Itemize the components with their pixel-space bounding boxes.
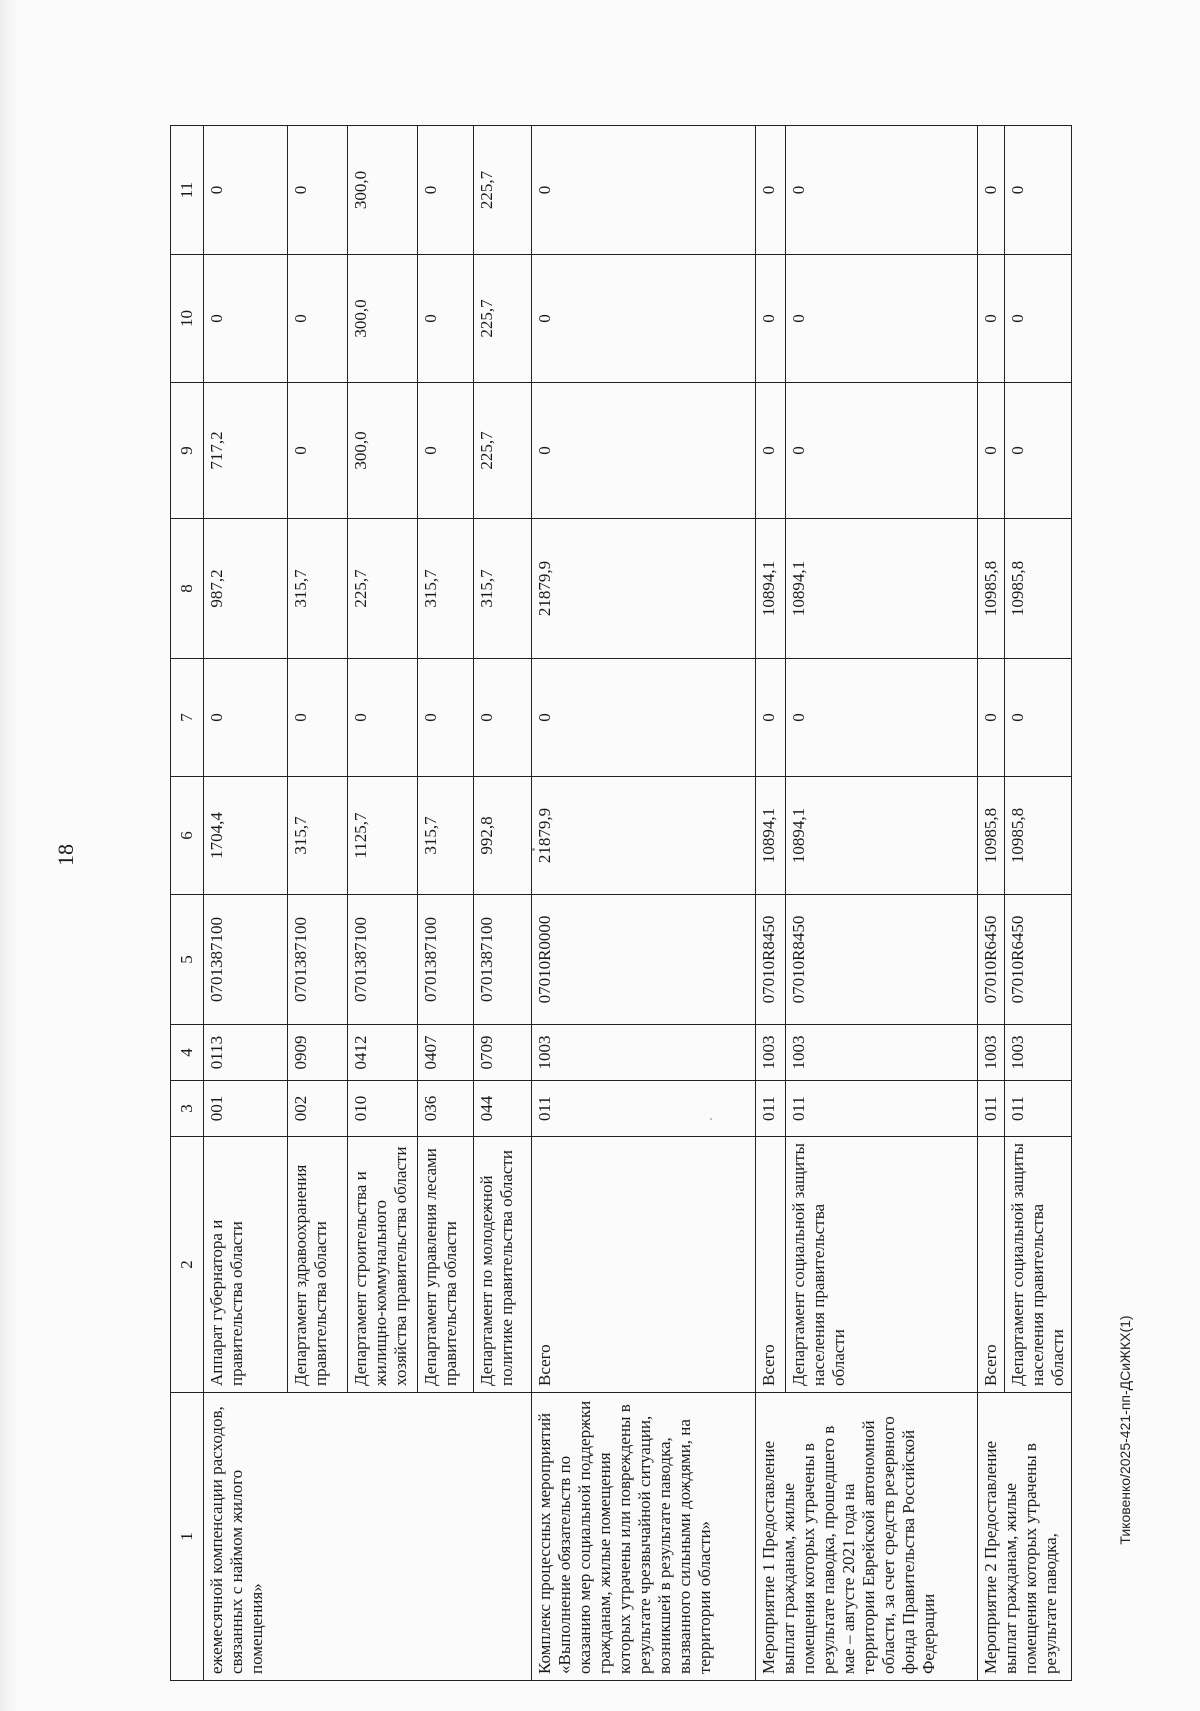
year-cell: 300,0 — [348, 126, 418, 255]
year-cell: 0 — [418, 383, 474, 519]
header-col-11: 11 — [171, 126, 204, 255]
year-cell: 0 — [786, 659, 978, 777]
program-cell: Мероприятие 2 Предоставление выплат гражданам, жилые помещения которых утрачены в результате паводка, — [978, 1393, 1072, 1681]
target-code-cell: 07010R0000 — [532, 895, 756, 1025]
year-cell: 225,7 — [348, 519, 418, 659]
year-cell: 10894,1 — [786, 519, 978, 659]
target-code-cell: 0701387100 — [348, 895, 418, 1025]
section-cell: 1003 — [532, 1025, 756, 1081]
year-cell: 225,7 — [474, 383, 532, 519]
grbs-cell: 001 — [204, 1081, 288, 1137]
year-cell: 0 — [474, 659, 532, 777]
total-cell: 315,7 — [418, 777, 474, 895]
year-cell: 0 — [204, 126, 288, 255]
header-row — [171, 126, 204, 1681]
year-cell: 300,0 — [348, 383, 418, 519]
section-cell: 0909 — [288, 1025, 348, 1081]
table-row — [978, 126, 1005, 1681]
budget-table — [170, 125, 1072, 1681]
rotated-table-wrapper — [170, 126, 1067, 1681]
target-code-cell: 07010R6450 — [978, 895, 1005, 1025]
table-row — [756, 126, 786, 1681]
year-cell: 0 — [288, 255, 348, 383]
header-col-6: 6 — [171, 777, 204, 895]
scan-speck — [710, 1118, 712, 1120]
program-cell: ежемесячной компенсации расходов, связанных с наймом жилого помещения» — [204, 1393, 532, 1681]
section-cell: 1003 — [1005, 1025, 1072, 1081]
year-cell: 0 — [418, 659, 474, 777]
year-cell: 315,7 — [418, 519, 474, 659]
section-cell: 0412 — [348, 1025, 418, 1081]
total-cell: 10985,8 — [978, 777, 1005, 895]
grbs-cell: 011 — [756, 1081, 786, 1137]
year-cell: 10985,8 — [1005, 519, 1072, 659]
target-code-cell: 07010R6450 — [1005, 895, 1072, 1025]
header-col-10: 10 — [171, 255, 204, 383]
responsible-cell: Аппарат губернатора и правительства области — [204, 1137, 288, 1393]
year-cell: 0 — [978, 383, 1005, 519]
year-cell: 225,7 — [474, 126, 532, 255]
total-cell: 10985,8 — [1005, 777, 1072, 895]
year-cell: 0 — [978, 659, 1005, 777]
table-row — [204, 126, 288, 1681]
year-cell: 0 — [786, 126, 978, 255]
document-footer-code: Тиковенко/2025-421-пп-ДСиЖКХ(1) — [1117, 1315, 1133, 1545]
total-cell: 992,8 — [474, 777, 532, 895]
target-code-cell: 0701387100 — [288, 895, 348, 1025]
target-code-cell: 07010R8450 — [786, 895, 978, 1025]
year-cell: 0 — [756, 659, 786, 777]
total-cell: 315,7 — [288, 777, 348, 895]
scan-speck — [532, 848, 535, 851]
grbs-cell: 002 — [288, 1081, 348, 1137]
year-cell: 315,7 — [474, 519, 532, 659]
year-cell: 0 — [786, 383, 978, 519]
year-cell: 0 — [418, 255, 474, 383]
program-cell: Мероприятие 1 Предоставление выплат гражданам, жилые помещения которых утрачены в результате паводка, прошедшего в мае – августе 2021 года на территории Еврейской автономной области, за счет средств резервного фонда Правительства Российской Федерации — [756, 1393, 978, 1681]
target-code-cell: 0701387100 — [474, 895, 532, 1025]
grbs-cell: 036 — [418, 1081, 474, 1137]
header-col-3: 3 — [171, 1081, 204, 1137]
section-cell: 1003 — [756, 1025, 786, 1081]
year-cell: 0 — [532, 659, 756, 777]
program-cell: Комплекс процессных мероприятий «Выполнение обязательств по оказанию мер социальной поддержки гражданам, жилые помещения которых утрачены или повреждены в результате чрезвычайной ситуации, возникшей в результате паводка, вызванного сильными дождями, на территории области» — [532, 1393, 756, 1681]
header-col-1: 1 — [171, 1393, 204, 1681]
grbs-cell: 044 — [474, 1081, 532, 1137]
target-code-cell: 0701387100 — [418, 895, 474, 1025]
header-col-4: 4 — [171, 1025, 204, 1081]
total-cell: 1704,4 — [204, 777, 288, 895]
header-col-9: 9 — [171, 383, 204, 519]
header-col-2: 2 — [171, 1137, 204, 1393]
year-cell: 0 — [418, 126, 474, 255]
target-code-cell: 07010R8450 — [756, 895, 786, 1025]
year-cell: 0 — [1005, 659, 1072, 777]
year-cell: 717,2 — [204, 383, 288, 519]
year-cell: 300,0 — [348, 255, 418, 383]
header-col-5: 5 — [171, 895, 204, 1025]
year-cell: 0 — [756, 126, 786, 255]
year-cell: 0 — [1005, 383, 1072, 519]
grbs-cell: 011 — [978, 1081, 1005, 1137]
year-cell: 315,7 — [288, 519, 348, 659]
responsible-cell: Департамент управления лесами правительства области — [418, 1137, 474, 1393]
year-cell: 0 — [1005, 255, 1072, 383]
year-cell: 0 — [756, 255, 786, 383]
section-cell: 0407 — [418, 1025, 474, 1081]
year-cell: 0 — [532, 255, 756, 383]
grbs-cell: 011 — [1005, 1081, 1072, 1137]
year-cell: 0 — [756, 383, 786, 519]
responsible-cell: Департамент социальной защиты населения правительства области — [1005, 1137, 1072, 1393]
year-cell: 0 — [1005, 126, 1072, 255]
table-row — [532, 126, 756, 1681]
year-cell: 21879,9 — [532, 519, 756, 659]
section-cell: 0113 — [204, 1025, 288, 1081]
year-cell: 0 — [288, 126, 348, 255]
responsible-cell: Департамент строительства и жилищно-коммунального хозяйства правительства области — [348, 1137, 418, 1393]
year-cell: 0 — [288, 383, 348, 519]
year-cell: 0 — [288, 659, 348, 777]
year-cell: 0 — [978, 126, 1005, 255]
section-cell: 0709 — [474, 1025, 532, 1081]
responsible-cell: Департамент социальной защиты населения правительства области — [786, 1137, 978, 1393]
year-cell: 10894,1 — [756, 519, 786, 659]
header-col-7: 7 — [171, 659, 204, 777]
responsible-cell: Всего — [532, 1137, 756, 1393]
year-cell: 0 — [532, 126, 756, 255]
grbs-cell: 011 — [786, 1081, 978, 1137]
total-cell: 10894,1 — [786, 777, 978, 895]
year-cell: 987,2 — [204, 519, 288, 659]
year-cell: 225,7 — [474, 255, 532, 383]
year-cell: 0 — [348, 659, 418, 777]
section-cell: 1003 — [786, 1025, 978, 1081]
responsible-cell: Департамент здравоохранения правительства области — [288, 1137, 348, 1393]
responsible-cell: Департамент по молодежной политике правительства области — [474, 1137, 532, 1393]
year-cell: 0 — [786, 255, 978, 383]
year-cell: 0 — [532, 383, 756, 519]
year-cell: 0 — [978, 255, 1005, 383]
grbs-cell: 010 — [348, 1081, 418, 1137]
grbs-cell: 011 — [532, 1081, 756, 1137]
header-col-8: 8 — [171, 519, 204, 659]
responsible-cell: Всего — [756, 1137, 786, 1393]
year-cell: 10985,8 — [978, 519, 1005, 659]
target-code-cell: 0701387100 — [204, 895, 288, 1025]
total-cell: 10894,1 — [756, 777, 786, 895]
year-cell: 0 — [204, 255, 288, 383]
section-cell: 1003 — [978, 1025, 1005, 1081]
page-number: 18 — [53, 844, 78, 866]
total-cell: 1125,7 — [348, 777, 418, 895]
year-cell: 0 — [204, 659, 288, 777]
total-cell: 21879,9 — [532, 777, 756, 895]
responsible-cell: Всего — [978, 1137, 1005, 1393]
